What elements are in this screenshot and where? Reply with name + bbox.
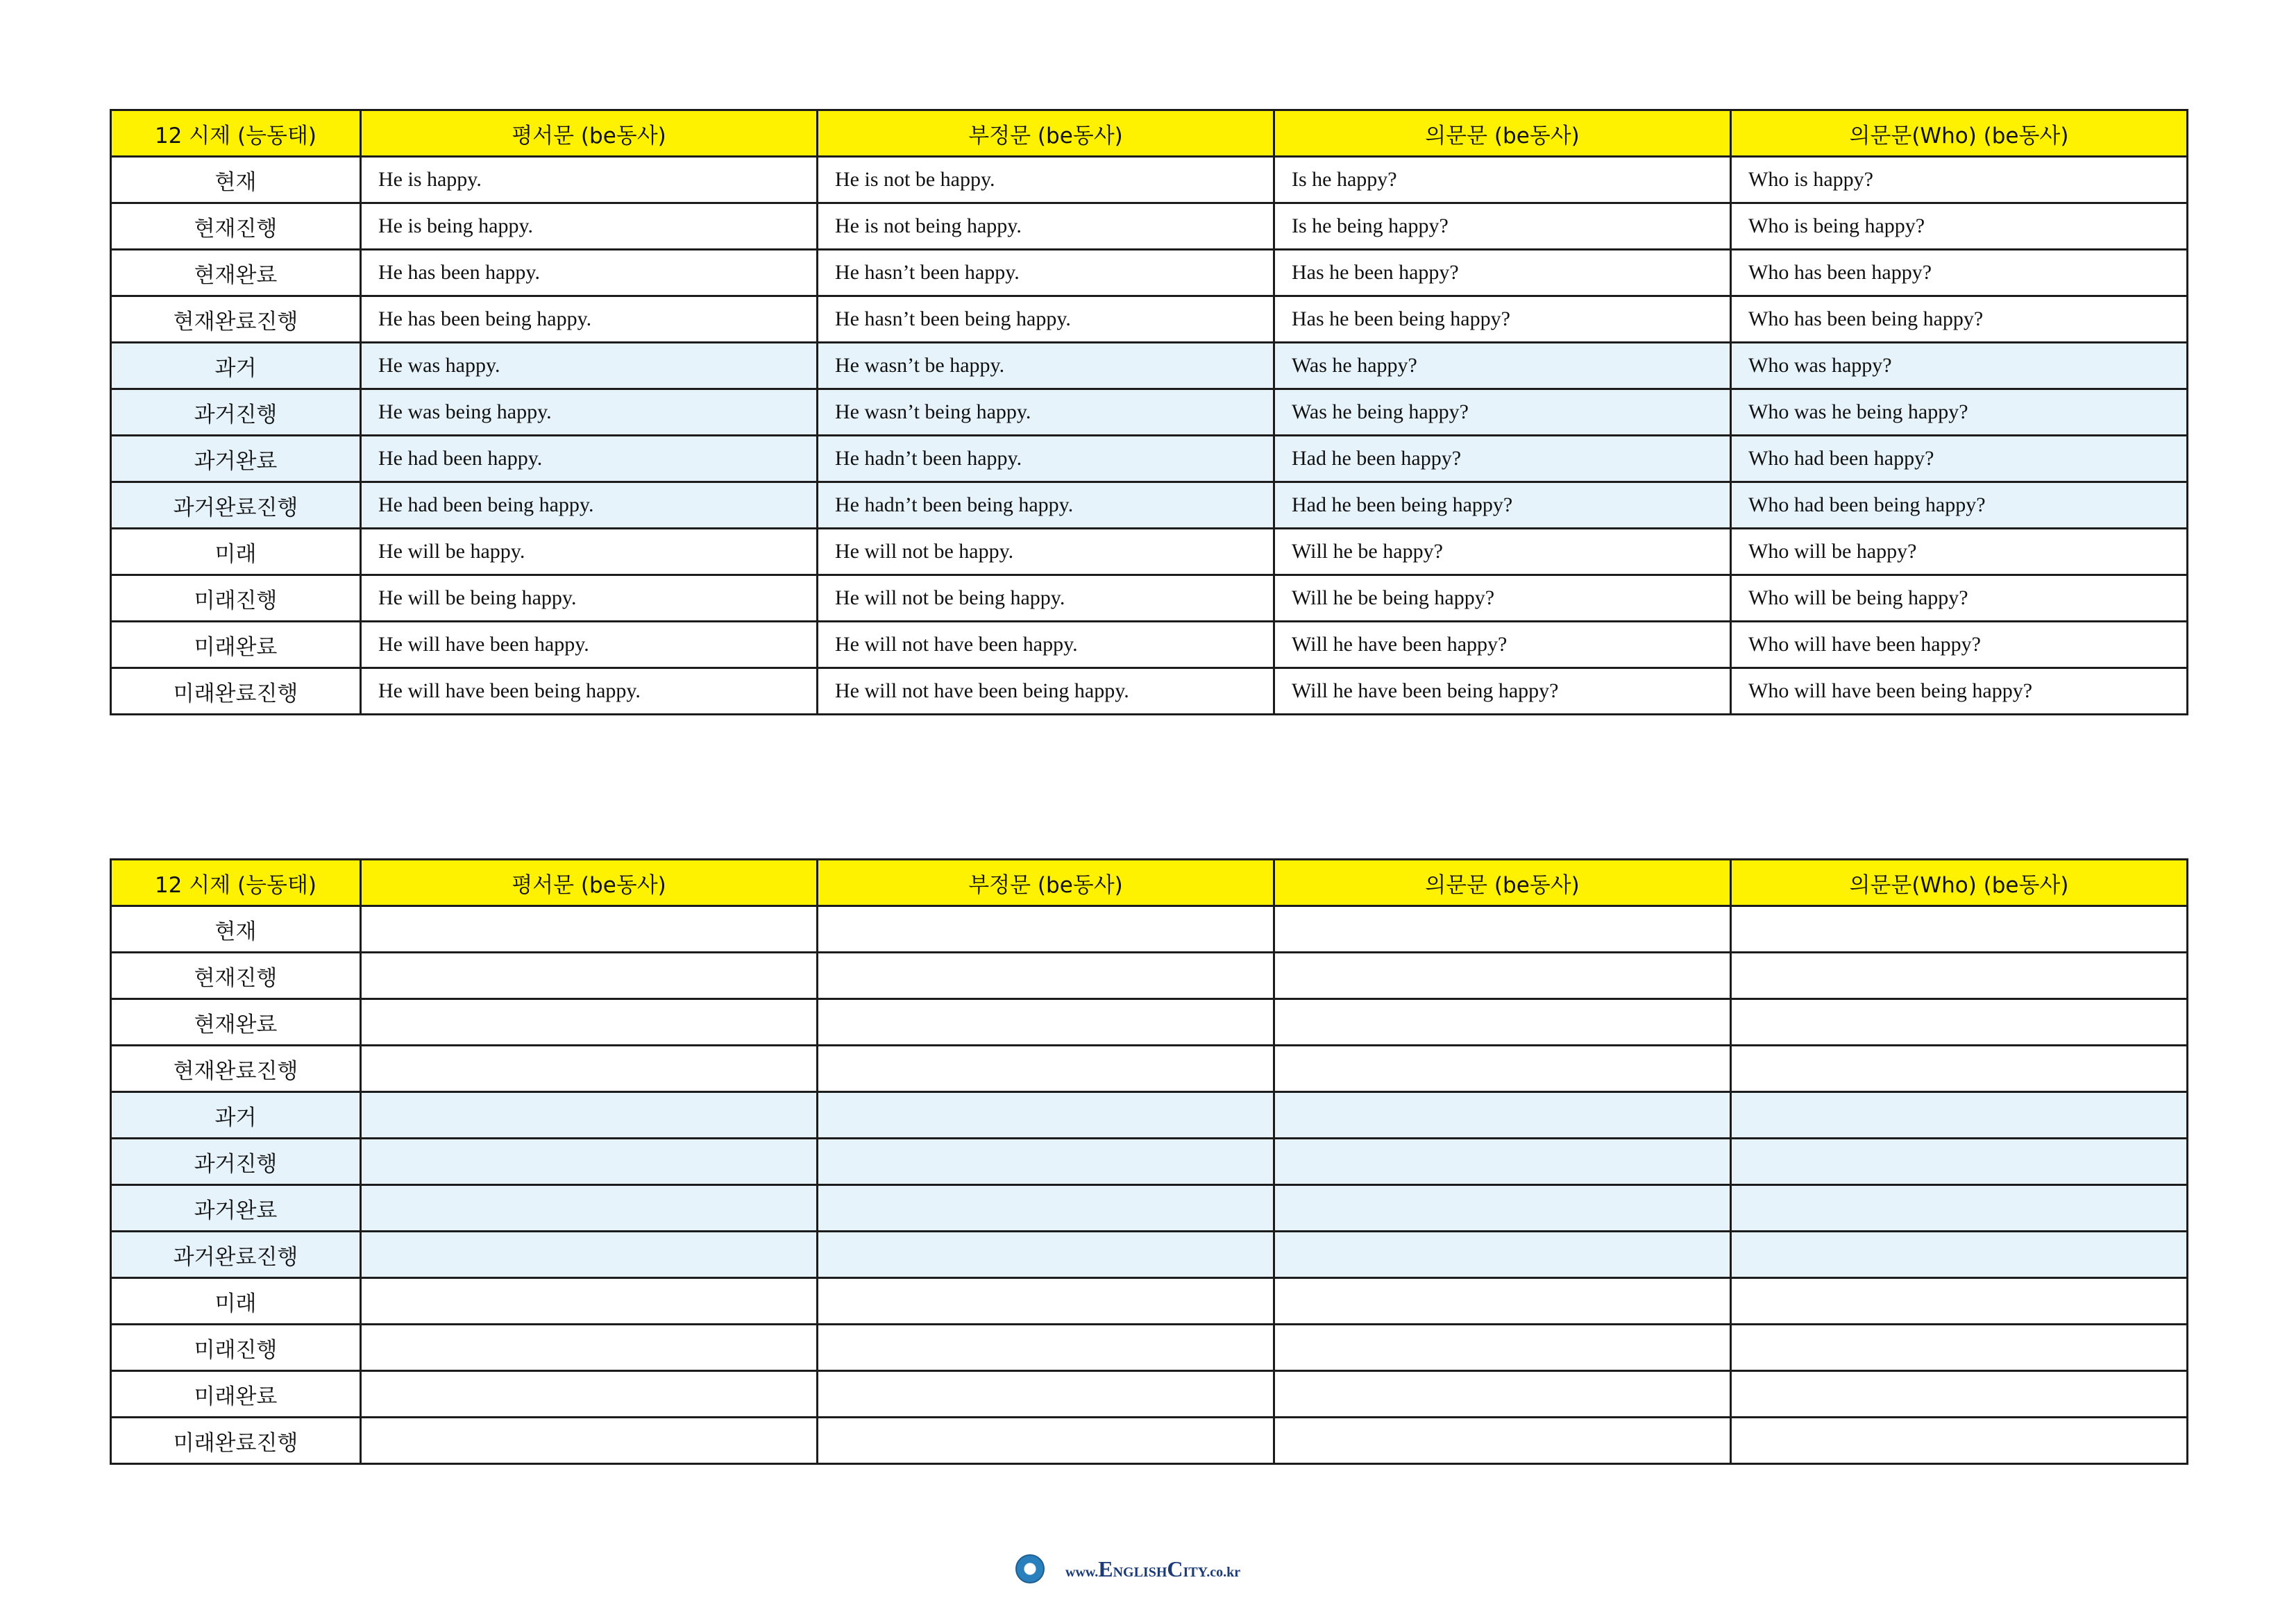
blank-answer-cell[interactable]: [1731, 1092, 2188, 1139]
sentence-cell: He is happy.: [361, 157, 818, 203]
table-row: [111, 906, 2188, 953]
sentence-cell: Who was happy?: [1731, 343, 2188, 389]
header-row: [111, 860, 2188, 906]
sentence-cell: He is not be happy.: [818, 157, 1274, 203]
sentence-cell: He hadn’t been happy.: [818, 436, 1274, 482]
sentence-cell: Was he happy?: [1274, 343, 1731, 389]
blank-answer-cell[interactable]: [1274, 1046, 1731, 1092]
sentence-cell: Who will have been happy?: [1731, 622, 2188, 668]
header-sentence-type: 부정문 (be동사): [818, 110, 1274, 157]
header-sentence-type: 부정문 (be동사): [818, 860, 1274, 906]
sentence-cell: He will have been being happy.: [361, 668, 818, 715]
blank-answer-cell[interactable]: [1274, 1092, 1731, 1139]
table-row: [111, 157, 2188, 203]
header-sentence-type: 의문문 (be동사): [1274, 860, 1731, 906]
table-row: [111, 389, 2188, 436]
table-row: [111, 203, 2188, 250]
blank-answer-cell[interactable]: [361, 1092, 818, 1139]
sentence-cell: He hasn’t been happy.: [818, 250, 1274, 296]
sentence-cell: He is not being happy.: [818, 203, 1274, 250]
tense-label: 과거완료진행: [111, 1232, 361, 1278]
blank-answer-cell[interactable]: [818, 1278, 1274, 1325]
sentence-cell: He has been being happy.: [361, 296, 818, 343]
sentence-cell: Who will have been being happy?: [1731, 668, 2188, 715]
blank-answer-cell[interactable]: [818, 1325, 1274, 1371]
blank-answer-cell[interactable]: [361, 1046, 818, 1092]
sentence-cell: He hasn’t been being happy.: [818, 296, 1274, 343]
sentence-cell: Will he have been happy?: [1274, 622, 1731, 668]
blank-answer-cell[interactable]: [361, 1371, 818, 1418]
header-row: [111, 110, 2188, 157]
tense-label: 미래완료진행: [111, 668, 361, 715]
blank-answer-cell[interactable]: [1731, 906, 2188, 953]
table-row: [111, 1185, 2188, 1232]
sentence-cell: Who had been happy?: [1731, 436, 2188, 482]
tense-label: 현재진행: [111, 953, 361, 999]
table-row: [111, 250, 2188, 296]
blank-answer-cell[interactable]: [818, 1371, 1274, 1418]
sentence-cell: He will not be being happy.: [818, 575, 1274, 622]
sentence-cell: Who was he being happy?: [1731, 389, 2188, 436]
sentence-cell: Who will be happy?: [1731, 529, 2188, 575]
sentence-cell: Who is happy?: [1731, 157, 2188, 203]
blank-answer-cell[interactable]: [1731, 1325, 2188, 1371]
blank-answer-cell[interactable]: [1274, 1418, 1731, 1464]
table-row: [111, 529, 2188, 575]
blank-answer-cell[interactable]: [1274, 999, 1731, 1046]
blank-answer-cell[interactable]: [1731, 1139, 2188, 1185]
sentence-cell: Has he been happy?: [1274, 250, 1731, 296]
sentence-cell: He had been happy.: [361, 436, 818, 482]
sentence-cell: He will be happy.: [361, 529, 818, 575]
sentence-cell: He wasn’t being happy.: [818, 389, 1274, 436]
table-row: [111, 1232, 2188, 1278]
blank-answer-cell[interactable]: [1274, 1371, 1731, 1418]
sentence-cell: Who will be being happy?: [1731, 575, 2188, 622]
sentence-cell: Had he been being happy?: [1274, 482, 1731, 529]
blank-answer-cell[interactable]: [818, 1046, 1274, 1092]
header-tense: 12 시제 (능동태): [111, 110, 361, 157]
tense-label: 과거완료: [111, 436, 361, 482]
blank-answer-cell[interactable]: [1731, 953, 2188, 999]
blank-answer-cell[interactable]: [361, 1139, 818, 1185]
tense-label: 과거: [111, 1092, 361, 1139]
sentence-cell: Who has been happy?: [1731, 250, 2188, 296]
sentence-cell: Had he been happy?: [1274, 436, 1731, 482]
tense-label: 미래완료진행: [111, 1418, 361, 1464]
brand-name[interactable]: www.ENGLISHCITY.co.kr: [1065, 1556, 1241, 1581]
table-row: [111, 1092, 2188, 1139]
table-row: [111, 1418, 2188, 1464]
table-row: [111, 999, 2188, 1046]
tense-label: 과거완료: [111, 1185, 361, 1232]
sentence-cell: Will he have been being happy?: [1274, 668, 1731, 715]
header-sentence-type: 평서문 (be동사): [361, 110, 818, 157]
blank-answer-cell[interactable]: [1274, 1139, 1731, 1185]
blank-answer-cell[interactable]: [818, 999, 1274, 1046]
tense-label: 미래완료: [111, 1371, 361, 1418]
blank-answer-cell[interactable]: [818, 1139, 1274, 1185]
blank-answer-cell[interactable]: [818, 953, 1274, 999]
sentence-cell: Will he be being happy?: [1274, 575, 1731, 622]
blank-answer-cell[interactable]: [361, 999, 818, 1046]
tense-table-worksheet: [110, 858, 2188, 1465]
sentence-cell: He was happy.: [361, 343, 818, 389]
globe-logo-icon: [1015, 1554, 1045, 1583]
tense-label: 미래진행: [111, 1325, 361, 1371]
blank-answer-cell[interactable]: [1731, 999, 2188, 1046]
tense-label: 과거완료진행: [111, 482, 361, 529]
blank-answer-cell[interactable]: [1274, 1185, 1731, 1232]
sentence-cell: Is he happy?: [1274, 157, 1731, 203]
blank-answer-cell[interactable]: [1274, 1325, 1731, 1371]
table-row: [111, 668, 2188, 715]
blank-answer-cell[interactable]: [361, 1232, 818, 1278]
table-row: [111, 1371, 2188, 1418]
header-tense: 12 시제 (능동태): [111, 860, 361, 906]
sentence-cell: He is being happy.: [361, 203, 818, 250]
tense-label: 현재완료진행: [111, 1046, 361, 1092]
table-row: [111, 1325, 2188, 1371]
tense-label: 과거진행: [111, 389, 361, 436]
blank-answer-cell[interactable]: [361, 1185, 818, 1232]
table-row: [111, 436, 2188, 482]
blank-answer-cell[interactable]: [361, 906, 818, 953]
sentence-cell: He has been happy.: [361, 250, 818, 296]
sentence-cell: Who had been being happy?: [1731, 482, 2188, 529]
blank-answer-cell[interactable]: [361, 953, 818, 999]
sentence-cell: He will be being happy.: [361, 575, 818, 622]
sentence-cell: He will not be happy.: [818, 529, 1274, 575]
blank-answer-cell[interactable]: [818, 1185, 1274, 1232]
header-sentence-type: 의문문(Who) (be동사): [1731, 860, 2188, 906]
sentence-cell: He hadn’t been being happy.: [818, 482, 1274, 529]
blank-answer-cell[interactable]: [1274, 953, 1731, 999]
sentence-cell: He was being happy.: [361, 389, 818, 436]
blank-answer-cell[interactable]: [1731, 1371, 2188, 1418]
tense-label: 현재완료진행: [111, 296, 361, 343]
sentence-cell: Who is being happy?: [1731, 203, 2188, 250]
sentence-cell: Who has been being happy?: [1731, 296, 2188, 343]
table-row: [111, 1046, 2188, 1092]
table-row: [111, 575, 2188, 622]
sentence-cell: Has he been being happy?: [1274, 296, 1731, 343]
tense-table-examples: [110, 109, 2188, 715]
tense-label: 현재: [111, 906, 361, 953]
table-row: [111, 1278, 2188, 1325]
blank-answer-cell[interactable]: [818, 1418, 1274, 1464]
blank-answer-cell[interactable]: [818, 906, 1274, 953]
blank-answer-cell[interactable]: [818, 1092, 1274, 1139]
table-row: [111, 953, 2188, 999]
blank-answer-cell[interactable]: [1731, 1232, 2188, 1278]
tense-label: 과거진행: [111, 1139, 361, 1185]
tense-label: 미래: [111, 1278, 361, 1325]
header-sentence-type: 평서문 (be동사): [361, 860, 818, 906]
sentence-cell: He had been being happy.: [361, 482, 818, 529]
blank-answer-cell[interactable]: [818, 1232, 1274, 1278]
table-row: [111, 1139, 2188, 1185]
header-sentence-type: 의문문 (be동사): [1274, 110, 1731, 157]
tense-label: 미래완료: [111, 622, 361, 668]
tense-label: 미래: [111, 529, 361, 575]
sentence-cell: Was he being happy?: [1274, 389, 1731, 436]
header-sentence-type: 의문문(Who) (be동사): [1731, 110, 2188, 157]
tense-label: 현재완료: [111, 250, 361, 296]
table-row: [111, 296, 2188, 343]
table-row: [111, 343, 2188, 389]
blank-answer-cell[interactable]: [361, 1418, 818, 1464]
blank-answer-cell[interactable]: [1274, 906, 1731, 953]
sentence-cell: He will have been happy.: [361, 622, 818, 668]
footer-brand[interactable]: [1015, 1552, 1240, 1586]
blank-answer-cell[interactable]: [1731, 1046, 2188, 1092]
sentence-cell: He will not have been happy.: [818, 622, 1274, 668]
blank-answer-cell[interactable]: [361, 1325, 818, 1371]
blank-answer-cell[interactable]: [1731, 1418, 2188, 1464]
tense-label: 과거: [111, 343, 361, 389]
table-row: [111, 482, 2188, 529]
sentence-cell: He will not have been being happy.: [818, 668, 1274, 715]
tense-label: 현재완료: [111, 999, 361, 1046]
sentence-cell: He wasn’t be happy.: [818, 343, 1274, 389]
tense-label: 미래진행: [111, 575, 361, 622]
tense-label: 현재진행: [111, 203, 361, 250]
blank-answer-cell[interactable]: [361, 1278, 818, 1325]
blank-answer-cell[interactable]: [1731, 1278, 2188, 1325]
table-row: [111, 622, 2188, 668]
blank-answer-cell[interactable]: [1731, 1185, 2188, 1232]
blank-answer-cell[interactable]: [1274, 1232, 1731, 1278]
sentence-cell: Is he being happy?: [1274, 203, 1731, 250]
tense-label: 현재: [111, 157, 361, 203]
blank-answer-cell[interactable]: [1274, 1278, 1731, 1325]
sentence-cell: Will he be happy?: [1274, 529, 1731, 575]
